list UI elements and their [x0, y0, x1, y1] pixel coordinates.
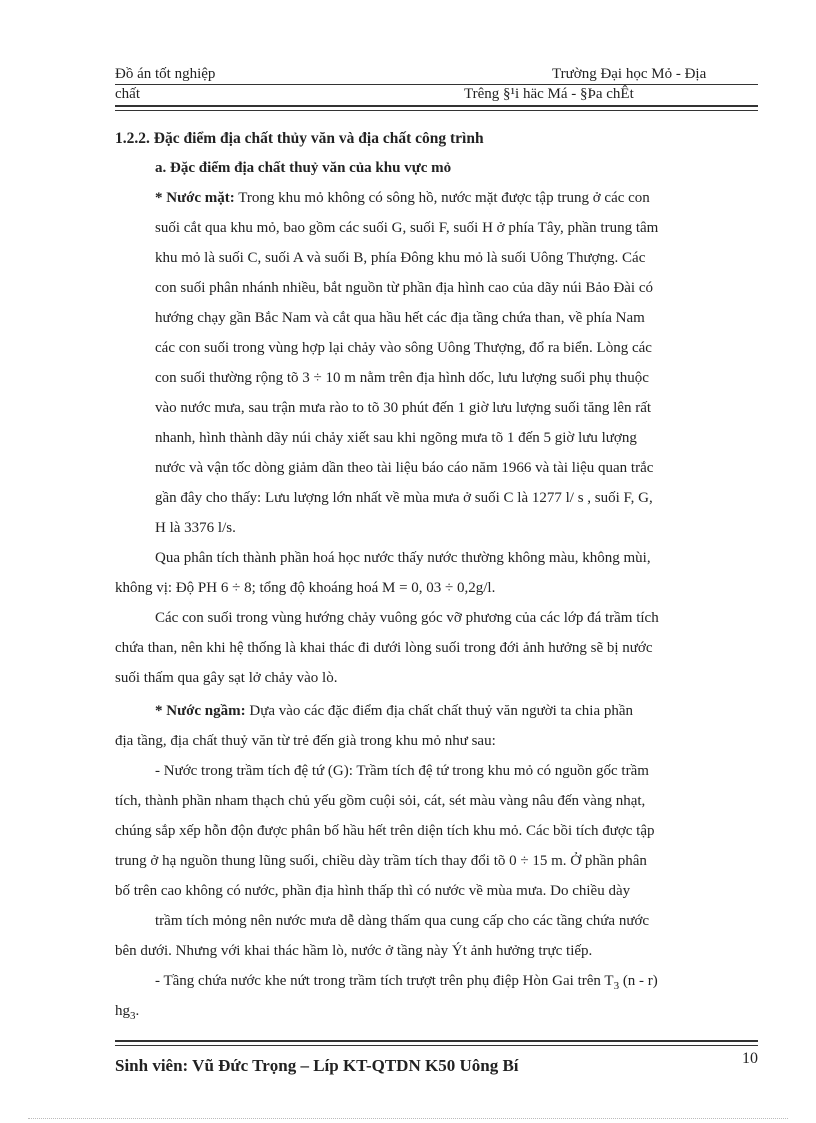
header-underline [115, 84, 758, 85]
text-line: con suối phân nhánh nhiều, bắt nguồn từ phần địa hình cao của dãy núi Bảo Đài có [155, 280, 654, 296]
text-line: bố trên cao không có nước, phần địa hình thấp thì có nước về mùa mưa. Do chiều dày [115, 883, 631, 899]
footer-double-rule [115, 1040, 758, 1046]
text-line: Dựa vào các đặc điểm địa chất chất thuỷ văn người ta chia phần [245, 703, 634, 719]
text-line: địa tầng, địa chất thuỷ văn từ trẻ đến già trong khu mỏ như sau: [115, 733, 496, 749]
text-line: bên dưới. Nhưng với khai thác hầm lò, nước ở tầng này Ýt ảnh hưởng trực tiếp. [115, 943, 593, 959]
section-heading: 1.2.2. Đặc điểm địa chất thủy văn và địa chất công trình [115, 130, 484, 147]
text-line: không vị: Độ PH 6 ÷ 8; tổng độ khoáng hoá M = 0, 03 ÷ 0,2g/l. [115, 580, 496, 596]
text-line: trung ở hạ nguồn thung lũng suối, chiều dày trầm tích thay đổi tõ 0 ÷ 15 m. Ở phần phân [115, 853, 647, 869]
text-line: các con suối trong vùng hợp lại chảy vào sông Uông Thượng, đổ ra biển. Lòng các [155, 340, 652, 356]
text-line: trầm tích mỏng nên nước mưa dễ dàng thấm qua cung cấp cho các tầng chứa nước [155, 913, 650, 929]
text-line: chúng sắp xếp hỗn độn được phân bố hầu hết trên diện tích khu mỏ. Các bồi tích được tập [115, 823, 655, 839]
page-edge-divider [28, 1118, 788, 1119]
text-line: nước và vận tốc dòng giảm dần theo tài liệu báo cáo năm 1966 và tài liệu quan trắc [155, 460, 654, 476]
fissure-line [155, 973, 658, 992]
text-line: chứa than, nên khi hệ thống là khai thác đi dưới lòng suối trong đới ảnh hưởng sẽ bị nước [115, 640, 653, 656]
subscript: 3 [130, 1010, 136, 1022]
header-right-title: Trường Đại học Mỏ - Địa [552, 66, 707, 82]
text-line: hướng chạy gần Bắc Nam và cắt qua hầu hết các địa tầng chứa than, về phía Nam [155, 310, 645, 326]
footer-student: Sinh viên: Vũ Đức Trọng – Líp KT-QTDN K50 Uông Bí [115, 1056, 519, 1075]
surface-water-line [155, 190, 650, 207]
groundwater-line [155, 703, 633, 720]
header-left-continuation: chất [115, 86, 140, 102]
text-line: nhanh, hình thành dãy núi chảy xiết sau khi ngõng mưa tõ 1 đến 5 giờ lưu lượng [155, 430, 637, 446]
subsection-heading: a. Đặc điểm địa chất thuỷ văn của khu vực mỏ [155, 160, 452, 176]
text-line: suối thấm qua gây sạt lở chảy vào lò. [115, 670, 338, 686]
fissure-line-2 [115, 1003, 139, 1022]
surface-water-label: * Nước mặt: [155, 190, 235, 206]
text-line: hg [115, 1003, 130, 1019]
text-line: Qua phân tích thành phần hoá học nước thấy nước thường không màu, không mùi, [155, 550, 651, 566]
text-line: khu mỏ là suối C, suối A và suối B, phía Đông khu mỏ là suối Uông Thượng. Các [155, 250, 646, 266]
text-line: suối cắt qua khu mỏ, bao gồm các suối G, suối F, suối H ở phía Tây, phần trung tâm [155, 220, 659, 236]
header-right-garbled: Trêng §¹i häc Má - §Þa chÊt [464, 86, 634, 102]
text-line: tích, thành phần nham thạch chủ yếu gồm cuội sỏi, cát, sét màu vàng nâu đến vàng nhạt, [115, 793, 646, 809]
groundwater-label: * Nước ngầm: [155, 703, 246, 719]
header-left-title: Đồ án tốt nghiệp [115, 66, 216, 82]
text-line: . [135, 1003, 140, 1019]
text-line: - Nước trong trầm tích đệ tứ (G): Trầm tích đệ tứ trong khu mỏ có nguồn gốc trầm [155, 763, 649, 779]
text-line: gần đây cho thấy: Lưu lượng lớn nhất về mùa mưa ở suối C là 1277 l/ s , suối F, G, [155, 490, 653, 506]
header-double-rule [115, 105, 758, 111]
text-line: vào nước mưa, sau trận mưa rào to tõ 30 phút đến 1 giờ lưu lượng suối tăng lên rất [155, 400, 652, 416]
page-number: 10 [742, 1050, 758, 1067]
text-line: Các con suối trong vùng hướng chảy vuông góc vỡ phương của các lớp đá trầm tích [155, 610, 659, 626]
text-line: Trong khu mỏ không có sông hồ, nước mặt được tập trung ở các con [234, 190, 650, 206]
subscript: 3 [613, 980, 620, 992]
text-line: - Tầng chứa nước khe nứt trong trầm tích trượt trên phụ điệp Hòn Gai trên T [155, 973, 614, 989]
text-line: H là 3376 l/s. [155, 520, 236, 536]
text-line: con suối thường rộng tõ 3 ÷ 10 m nằm trên địa hình dốc, lưu lượng suối phụ thuộc [155, 370, 649, 386]
text-line: (n - r) [619, 973, 658, 989]
